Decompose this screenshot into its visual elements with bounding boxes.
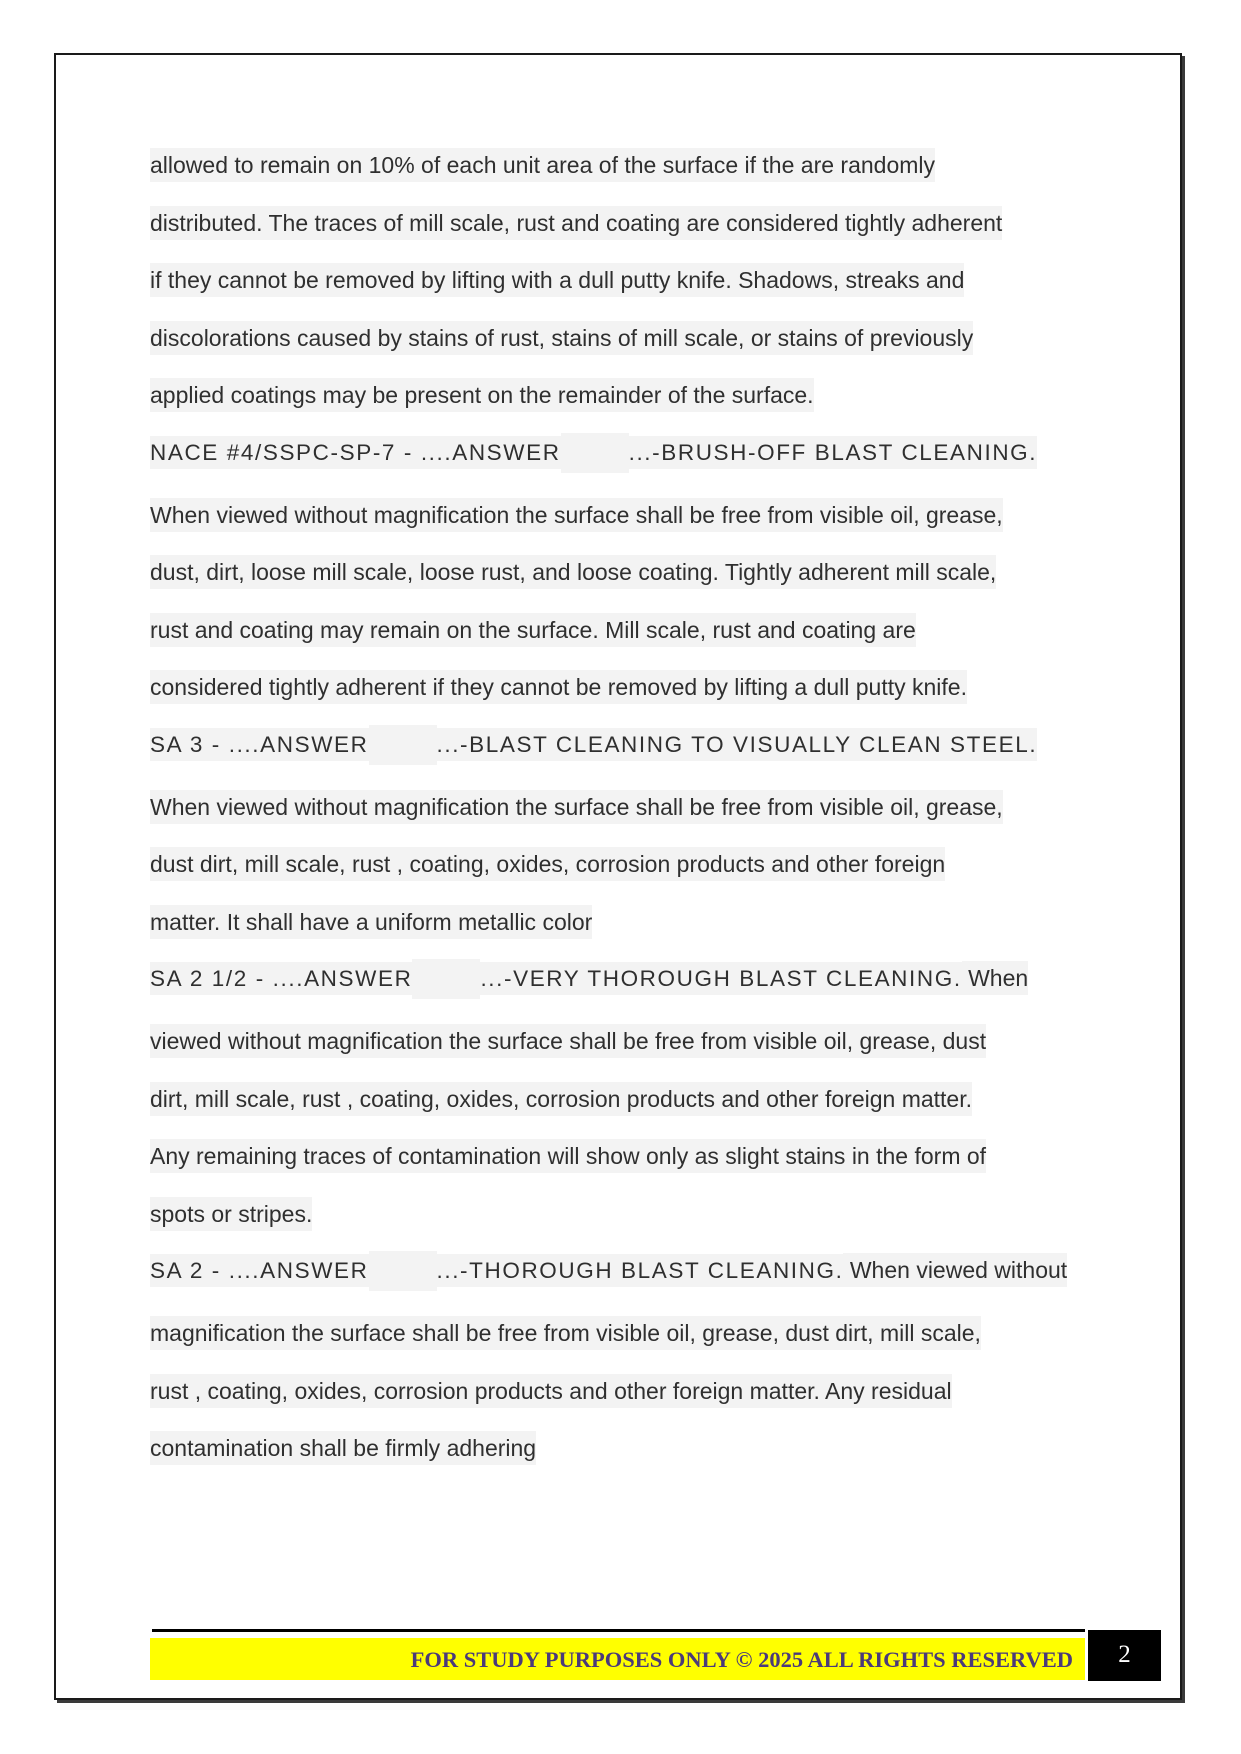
paragraph-line bbox=[150, 1370, 1090, 1428]
paragraph-line bbox=[150, 666, 1090, 724]
text-run: dirt, mill scale, rust , coating, oxides, corrosion products and other foreign matter. bbox=[150, 1082, 972, 1116]
answer-gap bbox=[412, 959, 480, 999]
paragraph-line bbox=[150, 202, 1090, 260]
text-run: When viewed without magnification the surface shall be free from visible oil, grease, bbox=[150, 790, 1003, 824]
answer-heading bbox=[150, 432, 1090, 494]
text-run: rust and coating may remain on the surface. Mill scale, rust and coating are bbox=[150, 613, 916, 647]
paragraph-line bbox=[150, 144, 1090, 202]
text-run: considered tightly adherent if they cannot be removed by lifting a dull putty knife. bbox=[150, 670, 967, 704]
paragraph-line bbox=[150, 259, 1090, 317]
text-run: Any remaining traces of contamination will show only as slight stains in the form of bbox=[150, 1139, 986, 1173]
answer-text: ...-BRUSH-OFF BLAST CLEANING. bbox=[629, 436, 1038, 469]
question-label: SA 2 - ....ANSWER bbox=[150, 1254, 369, 1287]
text-run: discolorations caused by stains of rust, stains of mill scale, or stains of previously bbox=[150, 321, 973, 355]
answer-text: ...-VERY THOROUGH BLAST CLEANING. bbox=[480, 962, 961, 995]
text-run: applied coatings may be present on the remainder of the surface. bbox=[150, 378, 814, 412]
paragraph-line bbox=[150, 1078, 1090, 1136]
text-run: dust, dirt, loose mill scale, loose rust, and loose coating. Tightly adherent mill scale, bbox=[150, 555, 996, 589]
paragraph-line bbox=[150, 1312, 1090, 1370]
footer-banner bbox=[150, 1638, 1085, 1680]
text-run: if they cannot be removed by lifting with a dull putty knife. Shadows, streaks and bbox=[150, 263, 964, 297]
paragraph-line bbox=[150, 786, 1090, 844]
page-number: 2 bbox=[1088, 1630, 1161, 1681]
paragraph-line bbox=[150, 1193, 1090, 1251]
paragraph-line bbox=[150, 609, 1090, 667]
paragraph-line bbox=[150, 843, 1090, 901]
answer-gap bbox=[369, 725, 437, 765]
answer-gap bbox=[561, 433, 629, 473]
footer-notice: FOR STUDY PURPOSES ONLY © 2025 ALL RIGHTS RESERVED bbox=[410, 1647, 1073, 1672]
question-label: SA 3 - ....ANSWER bbox=[150, 728, 369, 761]
paragraph-line bbox=[150, 901, 1090, 959]
paragraph-line bbox=[150, 374, 1090, 432]
question-label: NACE #4/SSPC-SP-7 - ....ANSWER bbox=[150, 436, 561, 469]
answer-heading bbox=[150, 1250, 1090, 1312]
text-run: spots or stripes. bbox=[150, 1197, 312, 1231]
answer-gap bbox=[369, 1251, 437, 1291]
answer-text: ...-THOROUGH BLAST CLEANING. bbox=[437, 1254, 844, 1287]
paragraph-line bbox=[150, 551, 1090, 609]
text-run: allowed to remain on 10% of each unit area of the surface if the are randomly bbox=[150, 148, 935, 182]
text-run: viewed without magnification the surface shall be free from visible oil, grease, dust bbox=[150, 1024, 986, 1058]
answer-heading bbox=[150, 724, 1090, 786]
text-run: When viewed without magnification the surface shall be free from visible oil, grease, bbox=[150, 498, 1003, 532]
text-run: matter. It shall have a uniform metallic color bbox=[150, 905, 592, 939]
answer-tail: When bbox=[962, 961, 1028, 995]
answer-heading bbox=[150, 958, 1090, 1020]
text-run: contamination shall be firmly adhering bbox=[150, 1431, 536, 1465]
document-body bbox=[150, 144, 1090, 1485]
footer-rule bbox=[152, 1629, 1085, 1632]
answer-tail: When viewed without bbox=[843, 1253, 1067, 1287]
answer-text: ...-BLAST CLEANING TO VISUALLY CLEAN STEEL. bbox=[437, 728, 1038, 761]
paragraph-line bbox=[150, 1135, 1090, 1193]
paragraph-line bbox=[150, 317, 1090, 375]
text-run: rust , coating, oxides, corrosion products and other foreign matter. Any residual bbox=[150, 1374, 952, 1408]
text-run: distributed. The traces of mill scale, rust and coating are considered tightly adherent bbox=[150, 206, 1002, 240]
paragraph-line bbox=[150, 1427, 1090, 1485]
text-run: dust dirt, mill scale, rust , coating, oxides, corrosion products and other foreign bbox=[150, 847, 945, 881]
text-run: magnification the surface shall be free from visible oil, grease, dust dirt, mill scale, bbox=[150, 1316, 981, 1350]
paragraph-line bbox=[150, 494, 1090, 552]
question-label: SA 2 1/2 - ....ANSWER bbox=[150, 962, 412, 995]
paragraph-line bbox=[150, 1020, 1090, 1078]
